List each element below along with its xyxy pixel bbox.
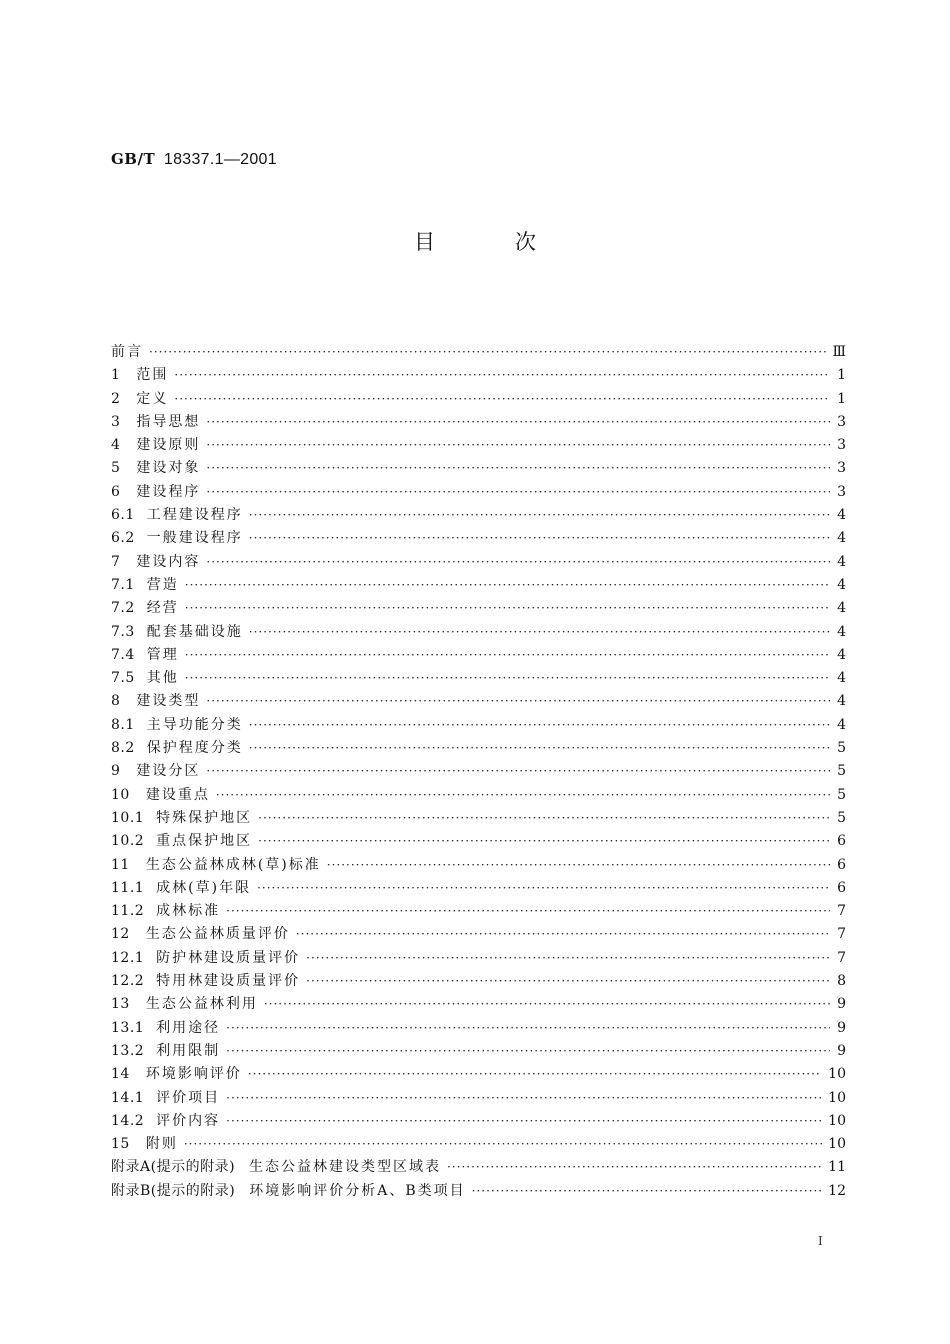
toc-dot-leader: [185, 601, 830, 615]
page-title: 目次: [414, 230, 616, 254]
toc-entry-number: 11.1: [111, 879, 145, 896]
toc-entry-title: 建设重点: [145, 786, 210, 803]
toc-dot-leader: [249, 625, 830, 639]
toc-entry-title: 建设类型: [136, 693, 201, 710]
toc-entry-number: 7.4: [111, 646, 135, 663]
toc-entry[interactable]: [111, 621, 846, 644]
toc-entry-page: 5: [837, 763, 846, 780]
toc-entry-number: 3: [111, 413, 121, 430]
toc-entry-number: 12: [111, 926, 130, 943]
toc-dot-leader: [249, 718, 830, 732]
toc-entry-page: Ⅲ: [832, 344, 846, 360]
toc-entry-page: 3: [837, 483, 846, 500]
toc-entry[interactable]: [111, 830, 846, 853]
toc-entry[interactable]: [111, 714, 846, 737]
toc-entry-page: 4: [837, 576, 846, 593]
toc-entry-title: 配套基础设施: [146, 623, 243, 640]
toc-entry-page: 5: [837, 740, 846, 757]
toc-entry[interactable]: [111, 574, 846, 597]
toc-entry[interactable]: [111, 1110, 846, 1133]
toc-entry-page: 6: [837, 879, 846, 896]
toc-entry-title: 评价内容: [156, 1112, 221, 1129]
toc-entry-number: 8.1: [111, 716, 135, 733]
standard-code: 18337.1—2001: [163, 151, 277, 168]
toc-dot-leader: [258, 811, 830, 825]
toc-entry-page: 7: [837, 926, 846, 943]
toc-entry-number: 8: [111, 693, 121, 710]
toc-dot-leader: [185, 578, 830, 592]
toc-entry-page: 4: [837, 553, 846, 570]
toc-dot-leader: [447, 1160, 822, 1174]
toc-entry-number: 10: [111, 786, 130, 803]
toc-entry-number: 5: [111, 460, 121, 477]
toc-entry-number: 14.1: [111, 1089, 145, 1106]
toc-dot-leader: [206, 485, 830, 499]
toc-dot-leader: [226, 1044, 830, 1058]
toc-dot-leader: [249, 531, 830, 545]
toc-entry[interactable]: [111, 690, 846, 713]
toc-entry[interactable]: [111, 900, 846, 923]
toc-entry[interactable]: [111, 481, 846, 504]
toc-entry-number: 12.1: [111, 949, 145, 966]
toc-entry-title: 保护程度分类: [146, 740, 243, 757]
toc-entry[interactable]: [111, 597, 846, 620]
toc-entry-title: 管理: [146, 646, 179, 663]
toc-entry-page: 10: [828, 1136, 846, 1153]
toc-entry-title: 成林标准: [156, 903, 221, 920]
toc-entry[interactable]: [111, 1040, 846, 1063]
toc-entry[interactable]: [111, 854, 846, 877]
toc-entry-number: 14: [111, 1066, 130, 1083]
toc-entry[interactable]: [111, 388, 846, 411]
toc-entry-number: 4: [111, 437, 121, 454]
toc-dot-leader: [206, 555, 830, 569]
toc-entry-title: 经营: [146, 600, 179, 617]
toc-entry-title: 建设分区: [136, 763, 201, 780]
toc-dot-leader: [306, 951, 830, 965]
toc-dot-leader: [149, 345, 826, 359]
toc-entry[interactable]: [111, 923, 846, 946]
toc-entry[interactable]: [111, 877, 846, 900]
toc-entry-page: 6: [837, 833, 846, 850]
toc-entry-title: 评价项目: [156, 1089, 221, 1106]
toc-entry-number: 附录B(提示的附录): [111, 1182, 236, 1199]
toc-entry[interactable]: [111, 737, 846, 760]
toc-entry-page: 7: [837, 949, 846, 966]
toc-entry-page: 8: [837, 973, 846, 990]
toc-entry-page: 4: [837, 646, 846, 663]
toc-entry-title: 特殊保护地区: [156, 809, 253, 826]
toc-entry-title: 指导思想: [136, 413, 201, 430]
toc-entry-title: 建设对象: [136, 460, 201, 477]
toc-entry-number: 10.2: [111, 833, 145, 850]
toc-entry-number: 1: [111, 367, 121, 384]
toc-entry-page: 4: [837, 670, 846, 687]
toc-entry[interactable]: [111, 434, 846, 457]
toc-entry-title: 环境影响评价分析A、B类项目: [249, 1182, 466, 1199]
toc-entry-page: 3: [837, 460, 846, 477]
toc-entry-number: 7.3: [111, 623, 135, 640]
toc-entry-number: 11.2: [111, 903, 145, 920]
toc-entry-title: 范围: [136, 367, 169, 384]
toc-dot-leader: [216, 788, 830, 802]
toc-entry-title: 特用林建设质量评价: [156, 973, 301, 990]
toc-entry-number: 13: [111, 996, 130, 1013]
toc-dot-leader: [258, 834, 830, 848]
toc-entry[interactable]: [111, 411, 846, 434]
toc-entry-number: 12.2: [111, 973, 145, 990]
toc-entry-title: 重点保护地区: [156, 833, 253, 850]
toc-entry-page: 3: [837, 413, 846, 430]
toc-entry-number: 7: [111, 553, 121, 570]
toc-entry[interactable]: [111, 667, 846, 690]
toc-entry-page: 1: [837, 367, 846, 384]
toc-entry[interactable]: [111, 970, 846, 993]
toc-entry-page: 10: [828, 1066, 846, 1083]
toc-entry-title: 防护林建设质量评价: [156, 949, 301, 966]
toc-entry-number: 7.1: [111, 576, 135, 593]
toc-entry-number: 2: [111, 390, 121, 407]
toc-entry[interactable]: [111, 807, 846, 830]
toc-entry-number: 9: [111, 763, 121, 780]
toc-entry-page: 1: [837, 390, 846, 407]
toc-entry-title: 成林(草)年限: [156, 879, 252, 896]
toc-dot-leader: [206, 415, 830, 429]
toc-entry-number: 13.1: [111, 1019, 145, 1036]
toc-entry-number: 7.2: [111, 600, 135, 617]
toc-entry-page: 4: [837, 600, 846, 617]
toc-dot-leader: [174, 368, 830, 382]
toc-entry-page: 4: [837, 507, 846, 524]
toc-dot-leader: [185, 671, 830, 685]
toc-dot-leader: [472, 1184, 823, 1198]
toc-entry-title: 其他: [146, 670, 179, 687]
standard-number: [111, 150, 277, 169]
toc-entry-page: 4: [837, 530, 846, 547]
toc-entry[interactable]: [111, 1063, 846, 1086]
toc-entry-title: 利用途径: [156, 1019, 221, 1036]
toc-dot-leader: [184, 1137, 822, 1151]
toc-entry-title: 主导功能分类: [146, 716, 243, 733]
toc-entry-number: 14.2: [111, 1112, 145, 1129]
toc-entry[interactable]: [111, 504, 846, 527]
toc-entry-number: 10.1: [111, 809, 145, 826]
toc-dot-leader: [249, 508, 830, 522]
toc-entry-title: 营造: [146, 576, 179, 593]
toc-entry-number: 附录A(提示的附录): [111, 1159, 236, 1176]
toc-entry-number: 6.2: [111, 530, 135, 547]
toc-entry-number: 15: [111, 1136, 130, 1153]
toc-entry-page: 5: [837, 809, 846, 826]
toc-entry[interactable]: [111, 1087, 846, 1110]
toc-entry-title: 建设原则: [136, 437, 201, 454]
toc-entry-title: 附则: [145, 1136, 178, 1153]
standard-prefix: GB/T: [111, 150, 156, 168]
toc-entry[interactable]: [111, 1133, 846, 1156]
toc-entry-page: 4: [837, 623, 846, 640]
toc-entry-number: 11: [111, 856, 130, 873]
toc-entry-page: 10: [828, 1112, 846, 1129]
toc-entry-title: 生态公益林成林(草)标准: [145, 856, 321, 873]
toc-entry[interactable]: [111, 1180, 846, 1203]
toc-dot-leader: [226, 1114, 822, 1128]
toc-entry-page: 9: [837, 1042, 846, 1059]
toc-entry-number: 13.2: [111, 1042, 145, 1059]
toc-entry-title: 生态公益林质量评价: [145, 926, 290, 943]
toc-entry[interactable]: [111, 947, 846, 970]
toc-entry-page: 6: [837, 856, 846, 873]
toc-entry-page: 3: [837, 437, 846, 454]
toc-dot-leader: [248, 1067, 822, 1081]
toc-dot-leader: [327, 858, 830, 872]
toc-entry-title: 利用限制: [156, 1042, 221, 1059]
toc-dot-leader: [264, 997, 830, 1011]
toc-dot-leader: [249, 741, 830, 755]
toc-entry-page: 12: [828, 1182, 846, 1199]
toc-entry-number: 6.1: [111, 507, 135, 524]
toc-entry[interactable]: [111, 784, 846, 807]
toc-entry-page: 4: [837, 693, 846, 710]
toc-dot-leader: [226, 904, 830, 918]
toc-dot-leader: [226, 1091, 822, 1105]
toc-entry-page: 9: [837, 996, 846, 1013]
toc-entry-page: 9: [837, 1019, 846, 1036]
toc-entry-title: 一般建设程序: [146, 530, 243, 547]
toc-dot-leader: [174, 392, 830, 406]
toc-entry-title: 建设内容: [136, 553, 201, 570]
toc-entry-title: 生态公益林建设类型区域表: [249, 1159, 442, 1176]
toc-dot-leader: [206, 694, 830, 708]
toc-entry[interactable]: [111, 527, 846, 550]
toc-entry-page: 4: [837, 716, 846, 733]
toc-entry-page: 11: [828, 1159, 846, 1176]
toc-entry[interactable]: [111, 993, 846, 1016]
toc-entry[interactable]: [111, 364, 846, 387]
toc-entry[interactable]: [111, 644, 846, 667]
toc-dot-leader: [306, 974, 830, 988]
page-number: I: [818, 1234, 823, 1248]
toc-entry-page: 5: [837, 786, 846, 803]
toc-entry-title: 定义: [136, 390, 169, 407]
toc-entry-title: 环境影响评价: [145, 1066, 242, 1083]
toc-entry-number: 7.5: [111, 670, 135, 687]
table-of-contents: [111, 341, 846, 1203]
toc-entry-page: 10: [828, 1089, 846, 1106]
toc-entry[interactable]: [111, 1156, 846, 1179]
toc-entry-page: 7: [837, 903, 846, 920]
toc-dot-leader: [226, 1021, 830, 1035]
toc-entry-number: 8.2: [111, 740, 135, 757]
toc-dot-leader: [206, 764, 830, 778]
toc-entry[interactable]: [111, 457, 846, 480]
toc-entry-title: 前言: [111, 344, 143, 360]
toc-dot-leader: [296, 927, 830, 941]
toc-dot-leader: [257, 881, 830, 895]
toc-entry[interactable]: [111, 341, 846, 364]
toc-entry-title: 生态公益林利用: [145, 996, 258, 1013]
toc-entry[interactable]: [111, 760, 846, 783]
toc-dot-leader: [206, 461, 830, 475]
toc-entry-title: 工程建设程序: [146, 507, 243, 524]
toc-entry[interactable]: [111, 551, 846, 574]
toc-dot-leader: [185, 648, 830, 662]
toc-entry-number: 6: [111, 483, 121, 500]
toc-entry-title: 建设程序: [136, 483, 201, 500]
toc-dot-leader: [206, 438, 830, 452]
toc-entry[interactable]: [111, 1017, 846, 1040]
